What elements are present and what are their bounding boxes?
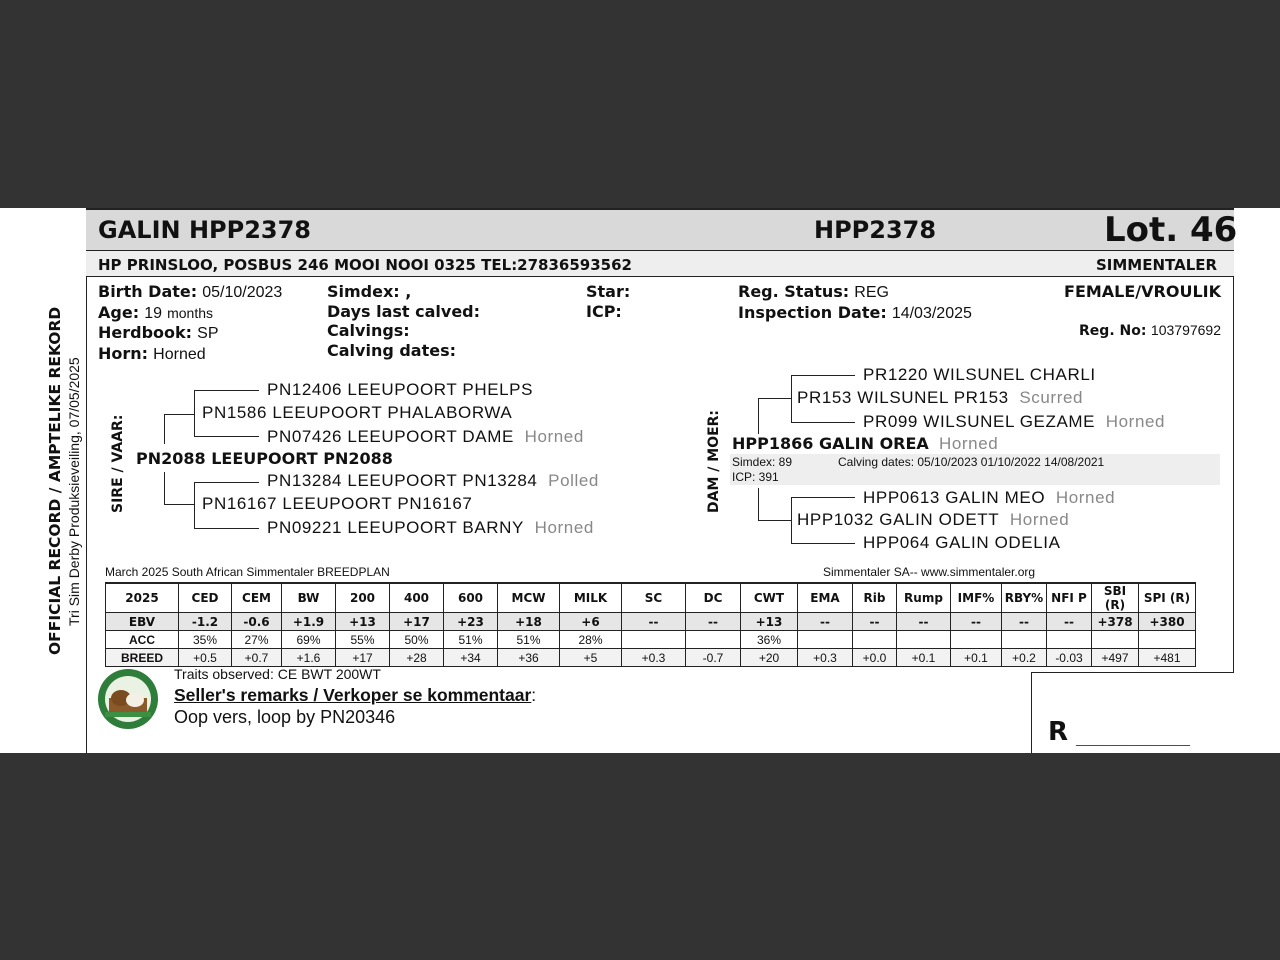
cell-breed-1: +0.5 <box>179 649 232 667</box>
breedplan-header-row <box>106 583 1196 613</box>
row-header-acc-0: ACC <box>106 631 179 649</box>
remarks-title: Seller's remarks / Verkoper se kommentaar <box>174 685 532 705</box>
inspection-value: 14/03/2025 <box>891 304 972 322</box>
dam-dam-sire <box>863 488 1115 508</box>
age-label: Age: <box>98 302 140 322</box>
herdbook-value: SP <box>197 325 219 342</box>
cell-breed-2: +0.7 <box>232 649 282 667</box>
simmentaler-logo <box>97 668 159 730</box>
remarks-heading <box>174 685 536 706</box>
dam-dam-sire-horn: Horned <box>1055 488 1116 507</box>
cell-ebv-2: -0.6 <box>232 613 282 631</box>
cell-ebv-18: +378 <box>1092 613 1139 631</box>
herdbook-label: Herdbook: <box>98 323 193 342</box>
cell-breed-16: +0.2 <box>1002 649 1047 667</box>
dam-dam-horn: Horned <box>1009 510 1070 529</box>
sire-dam-dam <box>267 518 594 538</box>
owner-line: HP PRINSLOO, POSBUS 246 MOOI NOOI 0325 TEL:27836593562 <box>98 256 632 274</box>
cell-headers-6: 600 <box>444 583 498 613</box>
ped-line <box>758 398 791 399</box>
cell-headers-19: SPI (R) <box>1139 583 1196 613</box>
cell-headers-16: RBY% <box>1002 583 1047 613</box>
cell-acc-14 <box>897 631 951 649</box>
age-unit: months <box>167 304 213 321</box>
cell-headers-12: EMA <box>798 583 853 613</box>
cell-ebv-10: -- <box>686 613 741 631</box>
sex-label: FEMALE/VROULIK <box>1064 282 1221 301</box>
cell-headers-4: 200 <box>336 583 390 613</box>
cell-acc-13 <box>853 631 897 649</box>
dam-dam-dam: HPP064 GALIN ODELIA <box>863 533 1061 552</box>
sire-dam-sire <box>267 471 599 491</box>
dam-sire-horn: Scurred <box>1019 388 1084 407</box>
dam-calving-dates: Calving dates: 05/10/2023 01/10/2022 14/08/2021 <box>838 455 1105 469</box>
cell-ebv-19: +380 <box>1139 613 1196 631</box>
sire-sire-dam <box>267 427 584 447</box>
cell-headers-2: CEM <box>232 583 282 613</box>
dam-dam-name: HPP1032 GALIN ODETT <box>797 510 1000 529</box>
ped-line <box>791 543 855 544</box>
cell-breed-13: +0.0 <box>853 649 897 667</box>
cell-ebv-13: -- <box>853 613 897 631</box>
details-col-2 <box>327 282 480 360</box>
cell-acc-8: 28% <box>560 631 622 649</box>
birth-value: 05/10/2023 <box>202 284 283 301</box>
row-header-ebv-0: EBV <box>106 613 179 631</box>
details-col-1 <box>98 282 282 364</box>
cell-headers-3: BW <box>282 583 336 613</box>
cell-breed-6: +34 <box>444 649 498 667</box>
ped-line <box>791 375 855 376</box>
cell-headers-18: SBI (R) <box>1092 583 1139 613</box>
ped-line <box>164 472 165 504</box>
breedplan-ebv-row <box>106 613 1196 631</box>
ped-line <box>791 497 855 498</box>
cell-acc-9 <box>622 631 686 649</box>
cell-headers-11: CWT <box>741 583 798 613</box>
price-symbol: R <box>1048 717 1069 747</box>
ped-line <box>194 482 195 529</box>
traits-observed: Traits observed: CE BWT 200WT <box>174 666 381 682</box>
dam-icp: ICP: 391 <box>732 470 779 484</box>
sire-sire-dam-name: PN07426 LEEUPOORT DAME <box>267 427 514 446</box>
cell-ebv-3: +1.9 <box>282 613 336 631</box>
cell-breed-12: +0.3 <box>798 649 853 667</box>
cell-acc-16 <box>1002 631 1047 649</box>
details-col-3 <box>586 282 630 321</box>
cell-acc-2: 27% <box>232 631 282 649</box>
icp-label: ICP: <box>586 301 622 321</box>
sire-dam: PN16167 LEEUPOORT PN16167 <box>202 494 473 513</box>
birth-label: Birth Date: <box>98 282 198 301</box>
dam-dam <box>797 510 1069 530</box>
ped-line <box>164 414 165 444</box>
cell-ebv-9: -- <box>622 613 686 631</box>
cell-ebv-6: +23 <box>444 613 498 631</box>
price-line[interactable]: ___________________ <box>1076 732 1190 746</box>
sire-sire-sire: PN12406 LEEUPOORT PHELPS <box>267 380 534 399</box>
row-header-breed-0: BREED <box>106 649 179 667</box>
sire-name: PN2088 LEEUPOORT PN2088 <box>136 449 393 468</box>
ped-line <box>791 422 855 423</box>
ped-line <box>758 488 759 520</box>
cell-ebv-15: -- <box>951 613 1002 631</box>
star-label: Star: <box>586 282 631 301</box>
breedplan-table <box>105 582 1196 667</box>
sire-sire: PN1586 LEEUPOORT PHALABORWA <box>202 403 513 422</box>
cell-acc-12 <box>798 631 853 649</box>
dam-sire-name: PR153 WILSUNEL PR153 <box>797 388 1009 407</box>
remarks-text: Oop vers, loop by PN20346 <box>174 707 396 727</box>
cell-acc-15 <box>951 631 1002 649</box>
cell-acc-7: 51% <box>498 631 560 649</box>
cell-ebv-17: -- <box>1047 613 1092 631</box>
dam-name-line <box>732 434 998 454</box>
cell-breed-8: +5 <box>560 649 622 667</box>
lot-number: Lot. 46 <box>1104 210 1238 250</box>
age-value: 19 <box>144 304 162 322</box>
dam-horn: Horned <box>938 434 999 453</box>
cell-headers-1: CED <box>179 583 232 613</box>
cell-headers-8: MILK <box>560 583 622 613</box>
ped-line <box>194 528 259 529</box>
ped-line <box>194 390 259 391</box>
reg-number <box>1079 322 1221 339</box>
horn-label: Horn: <box>98 343 149 363</box>
sire-label: SIRE / VAAR: <box>110 414 126 513</box>
days-calved-label: Days last calved: <box>327 301 481 321</box>
sale-label: Tri Sim Derby Produksieveiling, 07/05/2025 <box>66 357 82 626</box>
ped-line <box>194 436 259 437</box>
cell-ebv-8: +6 <box>560 613 622 631</box>
official-record-label: OFFICIAL RECORD / AMPTELIKE REKORD <box>46 306 64 655</box>
sire-sire-dam-horn: Horned <box>524 427 584 446</box>
cell-ebv-14: -- <box>897 613 951 631</box>
cell-ebv-4: +13 <box>336 613 390 631</box>
cell-acc-3: 69% <box>282 631 336 649</box>
animal-name: GALIN HPP2378 <box>98 216 311 244</box>
breedplan-title: March 2025 South African Simmentaler BREEDPLAN <box>105 565 390 579</box>
dam-dam-sire-name: HPP0613 GALIN MEO <box>863 488 1046 507</box>
simdex-label: Simdex: , <box>327 282 412 301</box>
cell-breed-4: +17 <box>336 649 390 667</box>
cell-acc-4: 55% <box>336 631 390 649</box>
cell-ebv-5: +17 <box>390 613 444 631</box>
cell-breed-19: +481 <box>1139 649 1196 667</box>
row-header-headers-0: 2025 <box>106 583 179 613</box>
horn-value: Horned <box>153 345 206 363</box>
cell-headers-10: DC <box>686 583 741 613</box>
cell-breed-15: +0.1 <box>951 649 1002 667</box>
ped-line <box>164 414 194 415</box>
ped-line <box>758 520 791 521</box>
details-col-4 <box>738 282 972 323</box>
cell-headers-5: 400 <box>390 583 444 613</box>
cell-breed-5: +28 <box>390 649 444 667</box>
sire-dam-dam-name: PN09221 LEEUPOORT BARNY <box>267 518 524 537</box>
breedplan-acc-row <box>106 631 1196 649</box>
dam-sire-dam-name: PR099 WILSUNEL GEZAME <box>863 412 1096 431</box>
regstatus-label: Reg. Status: <box>738 282 850 301</box>
cell-ebv-16: -- <box>1002 613 1047 631</box>
calvings-label: Calvings: <box>327 321 410 340</box>
dam-sire <box>797 388 1083 408</box>
cell-acc-19 <box>1139 631 1196 649</box>
calving-dates-label: Calving dates: <box>327 340 457 360</box>
regno-value: 103797692 <box>1150 322 1221 338</box>
cell-breed-7: +36 <box>498 649 560 667</box>
cell-headers-17: NFI P <box>1047 583 1092 613</box>
breedplan-website: Simmentaler SA-- www.simmentaler.org <box>823 565 1036 579</box>
remarks-colon: : <box>531 685 537 705</box>
cell-ebv-11: +13 <box>741 613 798 631</box>
cell-ebv-1: -1.2 <box>179 613 232 631</box>
breedplan-breed-row <box>106 649 1196 667</box>
cell-acc-5: 50% <box>390 631 444 649</box>
cell-acc-6: 51% <box>444 631 498 649</box>
cell-breed-18: +497 <box>1092 649 1139 667</box>
cell-breed-9: +0.3 <box>622 649 686 667</box>
breed-name: SIMMENTALER <box>1096 256 1218 274</box>
cell-breed-10: -0.7 <box>686 649 741 667</box>
animal-id: HPP2378 <box>814 216 937 244</box>
ped-line <box>194 390 195 437</box>
ped-line <box>791 497 792 543</box>
dam-sire-dam-horn: Horned <box>1105 412 1166 431</box>
cell-headers-15: IMF% <box>951 583 1002 613</box>
cell-acc-18 <box>1092 631 1139 649</box>
cell-headers-7: MCW <box>498 583 560 613</box>
ped-line <box>758 398 759 434</box>
dam-sire-sire: PR1220 WILSUNEL CHARLI <box>863 365 1096 384</box>
cell-headers-13: Rib <box>853 583 897 613</box>
cell-acc-10 <box>686 631 741 649</box>
regno-label: Reg. No: <box>1079 323 1147 339</box>
sire-dam-dam-horn: Horned <box>534 518 594 537</box>
ped-line <box>164 504 194 505</box>
inspection-label: Inspection Date: <box>738 302 887 322</box>
cell-breed-17: -0.03 <box>1047 649 1092 667</box>
dam-name: HPP1866 GALIN OREA <box>732 434 929 453</box>
dam-label: DAM / MOER: <box>706 409 722 513</box>
cell-acc-11: 36% <box>741 631 798 649</box>
lot-card <box>0 208 1280 753</box>
regstatus-value: REG <box>854 284 889 301</box>
cell-ebv-12: -- <box>798 613 853 631</box>
cell-breed-14: +0.1 <box>897 649 951 667</box>
cell-acc-17 <box>1047 631 1092 649</box>
sire-dam-sire-name: PN13284 LEEUPOORT PN13284 <box>267 471 538 490</box>
ped-line <box>791 375 792 422</box>
cell-acc-1: 35% <box>179 631 232 649</box>
sire-dam-sire-horn: Polled <box>548 471 599 490</box>
cell-headers-9: SC <box>622 583 686 613</box>
dam-simdex: Simdex: 89 <box>732 455 793 469</box>
dam-sire-dam <box>863 412 1165 432</box>
cell-breed-11: +20 <box>741 649 798 667</box>
cell-breed-3: +1.6 <box>282 649 336 667</box>
cell-headers-14: Rump <box>897 583 951 613</box>
ped-line <box>194 482 259 483</box>
cell-ebv-7: +18 <box>498 613 560 631</box>
